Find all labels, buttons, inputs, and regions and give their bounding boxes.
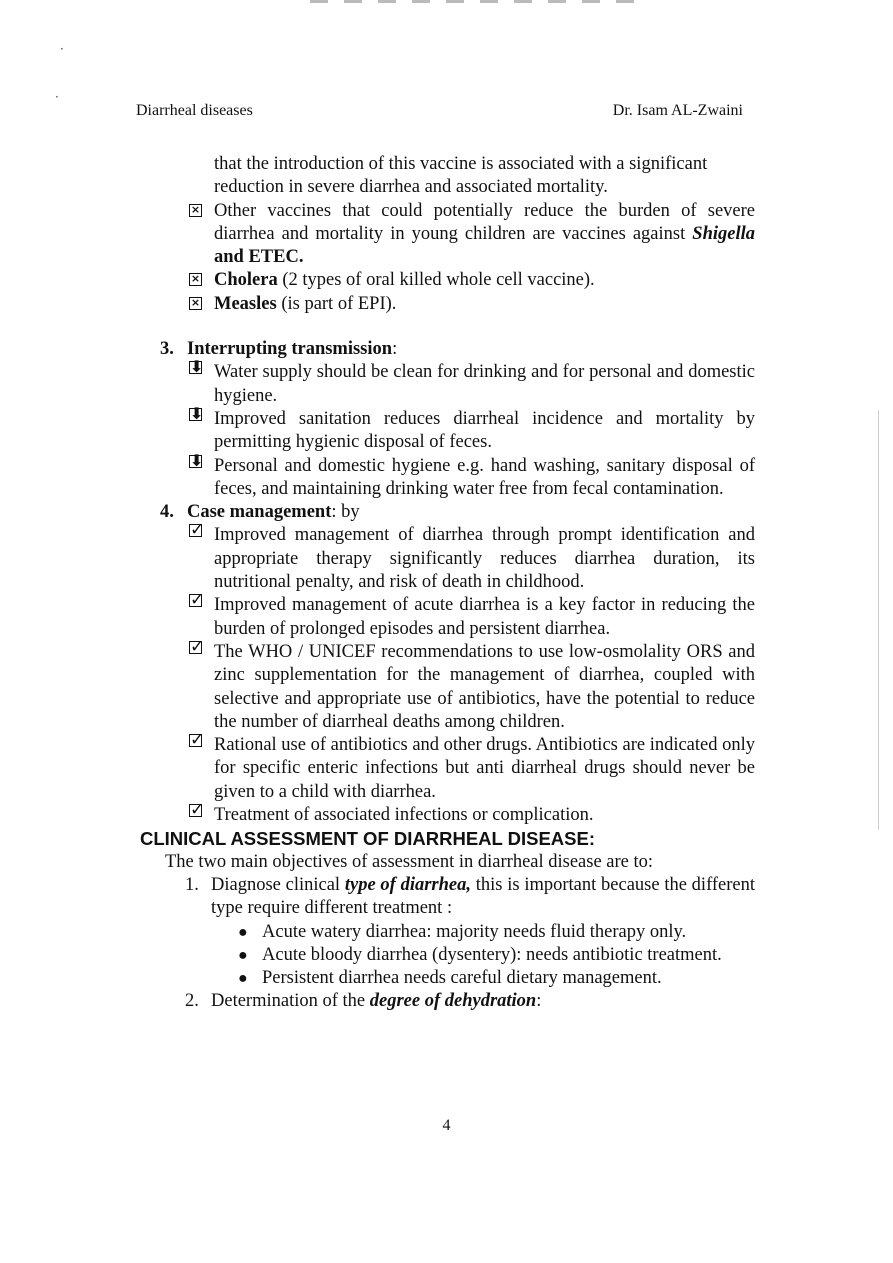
bullet-icon: ●	[238, 970, 248, 988]
boxed-x-icon: ×	[190, 272, 201, 286]
case-management-item: ✓ The WHO / UNICEF recommendations to use low-osmolality ORS and zinc supplementation for the management of diarrhea, coupled with selective and appropriate use of antibiotics, have the potential to reduce the number of diarrheal deaths among children.	[190, 636, 755, 732]
transmission-item: ⬇ Water supply should be clean for drinking and for personal and domestic hygiene.	[190, 357, 755, 406]
section-title-clinical: CLINICAL ASSESSMENT OF DIARRHEAL DISEASE:	[140, 828, 596, 850]
scan-artifact	[310, 0, 650, 3]
arrow-down-icon: ⬇	[190, 450, 204, 470]
arrow-down-icon: ⬇	[190, 357, 204, 377]
scan-speck: ·	[55, 90, 59, 104]
running-header	[136, 101, 743, 121]
case-management-item: ✓ Improved management of acute diarrhea is a key factor in reducing the burden of prolonged episodes and persistent diarrhea.	[190, 590, 755, 639]
case-management-item: ✓ Improved management of diarrhea through prompt identification and appropriate therapy significantly reduces diarrhea duration, its nutritional penalty, and risk of death in childhood.	[190, 520, 755, 593]
checkmark-icon: ✓	[190, 730, 205, 751]
continuation-paragraph: that the introduction of this vaccine is associated with a significant reduction in severe diarrhea and associated mortality.	[214, 154, 708, 198]
objective-2: 2. Determination of the degree of dehydration:	[185, 991, 542, 1012]
case-management-item: ✓ Treatment of associated infections or complication.	[190, 800, 594, 826]
section-heading-3: 3. Interrupting transmission:	[160, 339, 398, 360]
diarrhea-type-item: ● Acute bloody diarrhea (dysentery): needs antibiotic treatment.	[262, 944, 755, 967]
checkmark-icon: ✓	[190, 636, 205, 657]
diarrhea-type-item: ● Acute watery diarrhea: majority needs fluid therapy only.	[262, 921, 755, 944]
checkmark-icon: ✓	[190, 590, 205, 611]
vaccine-item-other: × Other vaccines that could potentially reduce the burden of severe diarrhea and mortality in young children are vaccines against Shigella and ETEC.	[190, 200, 755, 268]
page-number: 4	[442, 1117, 451, 1134]
vaccine-item-cholera: × Cholera (2 types of oral killed whole cell vaccine).	[190, 270, 595, 291]
section-heading-4: 4. Case management: by	[160, 502, 360, 523]
bullet-icon: ●	[238, 923, 248, 941]
page-content	[0, 153, 893, 1014]
vaccine-item-measles: × Measles (is part of EPI).	[190, 293, 397, 314]
checkmark-icon: ✓	[190, 520, 205, 541]
clinical-intro: The two main objectives of assessment in diarrheal disease are to:	[165, 851, 654, 872]
transmission-item: ⬇ Personal and domestic hygiene e.g. hand washing, sanitary disposal of feces, and maintaining drinking water free from fecal contamination.	[190, 450, 755, 499]
case-management-item: ✓ Rational use of antibiotics and other drugs. Antibiotics are indicated only for specific enteric infections but anti diarrheal drugs should never be given to a child with diarrhea.	[190, 730, 756, 802]
boxed-x-icon: ×	[190, 202, 201, 216]
header-left: Diarrheal diseases	[136, 102, 253, 119]
diarrhea-type-item: ● Persistent diarrhea needs careful dietary management.	[262, 967, 755, 990]
objective-1: 1. Diagnose clinical type of diarrhea, this is important because the different type require different treatment :	[185, 874, 756, 919]
checkmark-icon: ✓	[190, 800, 205, 821]
arrow-down-icon: ⬇	[190, 403, 204, 423]
transmission-item: ⬇ Improved sanitation reduces diarrheal incidence and mortality by permitting hygienic disposal of feces.	[190, 403, 755, 453]
scan-speck: ·	[60, 42, 64, 56]
boxed-x-icon: ×	[190, 295, 201, 309]
header-right: Dr. Isam AL-Zwaini	[612, 102, 743, 119]
bullet-icon: ●	[238, 946, 248, 964]
